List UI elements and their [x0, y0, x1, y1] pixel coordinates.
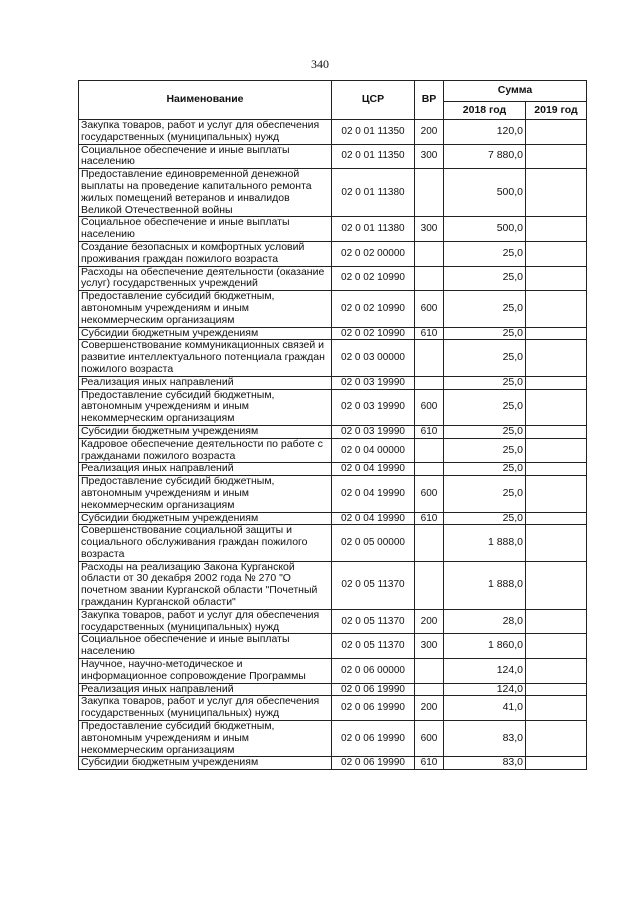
row-name: Расходы на обеспечение деятельности (оказание услуг) государственных учреждений [79, 266, 332, 291]
row-csr-code: 02 0 01 11380 [332, 169, 415, 217]
row-name: Социальное обеспечение и иные выплаты населению [79, 634, 332, 659]
row-vr-code [415, 340, 444, 376]
row-sum-2018: 25,0 [444, 241, 526, 266]
row-vr-code: 300 [415, 217, 444, 242]
row-name: Закупка товаров, работ и услуг для обеспечения государственных (муниципальных) нужд [79, 120, 332, 145]
row-vr-code: 200 [415, 696, 444, 721]
budget-table [78, 80, 587, 770]
row-name: Реализация иных направлений [79, 463, 332, 476]
table-row [79, 525, 587, 561]
row-sum-2018: 120,0 [444, 120, 526, 145]
row-sum-2019 [526, 241, 587, 266]
row-name: Предоставление субсидий бюджетным, автономным учреждениям и иным некоммерческим организациям [79, 476, 332, 512]
table-row [79, 561, 587, 609]
row-vr-code: 200 [415, 120, 444, 145]
row-sum-2019 [526, 476, 587, 512]
header-year-2019: 2019 год [526, 102, 587, 120]
row-csr-code: 02 0 06 19990 [332, 696, 415, 721]
table-row [79, 634, 587, 659]
row-vr-code: 610 [415, 327, 444, 340]
row-sum-2019 [526, 120, 587, 145]
row-vr-code: 600 [415, 476, 444, 512]
row-sum-2018: 1 888,0 [444, 525, 526, 561]
row-vr-code [415, 463, 444, 476]
row-vr-code [415, 683, 444, 696]
row-sum-2018: 25,0 [444, 389, 526, 425]
row-name: Субсидии бюджетным учреждениям [79, 757, 332, 770]
row-vr-code: 600 [415, 291, 444, 327]
row-sum-2018: 500,0 [444, 169, 526, 217]
row-vr-code: 300 [415, 634, 444, 659]
row-vr-code: 610 [415, 425, 444, 438]
row-csr-code: 02 0 03 19990 [332, 389, 415, 425]
row-vr-code: 300 [415, 144, 444, 169]
row-sum-2019 [526, 144, 587, 169]
row-sum-2019 [526, 217, 587, 242]
row-csr-code: 02 0 02 10990 [332, 266, 415, 291]
row-csr-code: 02 0 03 19990 [332, 376, 415, 389]
row-name: Предоставление единовременной денежной выплаты на проведение капитального ремонта жилых помещений ветеранов и инвалидов Великой Отечественной войны [79, 169, 332, 217]
table-row [79, 476, 587, 512]
row-name: Предоставление субсидий бюджетным, автономным учреждениям и иным некоммерческим организациям [79, 721, 332, 757]
table-row [79, 169, 587, 217]
row-csr-code: 02 0 02 00000 [332, 241, 415, 266]
table-row [79, 696, 587, 721]
row-sum-2018: 7 880,0 [444, 144, 526, 169]
row-sum-2019 [526, 340, 587, 376]
row-name: Закупка товаров, работ и услуг для обеспечения государственных (муниципальных) нужд [79, 696, 332, 721]
row-csr-code: 02 0 06 19990 [332, 721, 415, 757]
row-vr-code [415, 659, 444, 684]
row-sum-2019 [526, 425, 587, 438]
row-vr-code [415, 525, 444, 561]
row-sum-2019 [526, 463, 587, 476]
row-csr-code: 02 0 02 10990 [332, 291, 415, 327]
row-csr-code: 02 0 01 11380 [332, 217, 415, 242]
row-sum-2019 [526, 609, 587, 634]
row-sum-2019 [526, 757, 587, 770]
row-vr-code: 610 [415, 757, 444, 770]
page-number: 340 [311, 57, 329, 71]
row-name: Научное, научно-методическое и информационное сопровождение Программы [79, 659, 332, 684]
row-csr-code: 02 0 01 11350 [332, 144, 415, 169]
row-sum-2019 [526, 512, 587, 525]
row-sum-2018: 28,0 [444, 609, 526, 634]
row-sum-2019 [526, 389, 587, 425]
table-row [79, 376, 587, 389]
row-csr-code: 02 0 02 10990 [332, 327, 415, 340]
header-sum: Сумма [444, 81, 587, 102]
table-body [79, 120, 587, 770]
row-vr-code: 600 [415, 721, 444, 757]
row-name: Совершенствование коммуникационных связей и развитие интеллектуального потенциала граждан пожилого возраста [79, 340, 332, 376]
row-csr-code: 02 0 04 19990 [332, 512, 415, 525]
table-row [79, 217, 587, 242]
row-vr-code [415, 169, 444, 217]
row-name: Реализация иных направлений [79, 683, 332, 696]
row-sum-2018: 25,0 [444, 327, 526, 340]
table-header [79, 81, 587, 120]
row-sum-2019 [526, 376, 587, 389]
row-sum-2019 [526, 561, 587, 609]
row-sum-2018: 1 888,0 [444, 561, 526, 609]
table-row [79, 266, 587, 291]
row-vr-code [415, 266, 444, 291]
row-name: Расходы на реализацию Закона Курганской области от 30 декабря 2002 года № 270 "О почетном звании Курганской области "Почетный гражданин Курганской области" [79, 561, 332, 609]
header-vr: ВР [415, 81, 444, 120]
row-sum-2018: 25,0 [444, 438, 526, 463]
row-sum-2019 [526, 291, 587, 327]
table-row [79, 327, 587, 340]
row-sum-2018: 41,0 [444, 696, 526, 721]
row-sum-2018: 25,0 [444, 376, 526, 389]
row-name: Субсидии бюджетным учреждениям [79, 327, 332, 340]
row-vr-code: 200 [415, 609, 444, 634]
row-sum-2018: 124,0 [444, 683, 526, 696]
row-sum-2018: 25,0 [444, 476, 526, 512]
row-sum-2018: 25,0 [444, 463, 526, 476]
row-name: Закупка товаров, работ и услуг для обеспечения государственных (муниципальных) нужд [79, 609, 332, 634]
row-name: Социальное обеспечение и иные выплаты населению [79, 217, 332, 242]
header-name: Наименование [79, 81, 332, 120]
row-sum-2019 [526, 169, 587, 217]
row-sum-2018: 25,0 [444, 291, 526, 327]
table-row [79, 241, 587, 266]
table-row [79, 659, 587, 684]
row-sum-2018: 25,0 [444, 512, 526, 525]
row-vr-code [415, 438, 444, 463]
row-sum-2019 [526, 696, 587, 721]
row-sum-2019 [526, 721, 587, 757]
row-name: Субсидии бюджетным учреждениям [79, 512, 332, 525]
row-name: Социальное обеспечение и иные выплаты населению [79, 144, 332, 169]
row-name: Реализация иных направлений [79, 376, 332, 389]
row-sum-2019 [526, 634, 587, 659]
row-sum-2019 [526, 683, 587, 696]
table-row [79, 512, 587, 525]
row-name: Субсидии бюджетным учреждениям [79, 425, 332, 438]
row-csr-code: 02 0 06 00000 [332, 659, 415, 684]
row-vr-code: 600 [415, 389, 444, 425]
table-row [79, 425, 587, 438]
row-sum-2019 [526, 327, 587, 340]
row-csr-code: 02 0 05 11370 [332, 634, 415, 659]
table-row [79, 609, 587, 634]
row-csr-code: 02 0 05 00000 [332, 525, 415, 561]
table-row [79, 438, 587, 463]
header-year-2018: 2018 год [444, 102, 526, 120]
row-sum-2019 [526, 438, 587, 463]
row-sum-2018: 124,0 [444, 659, 526, 684]
row-sum-2018: 1 860,0 [444, 634, 526, 659]
table-row [79, 120, 587, 145]
row-sum-2018: 83,0 [444, 721, 526, 757]
table-row [79, 463, 587, 476]
row-sum-2018: 25,0 [444, 340, 526, 376]
row-csr-code: 02 0 01 11350 [332, 120, 415, 145]
row-sum-2018: 83,0 [444, 757, 526, 770]
row-csr-code: 02 0 05 11370 [332, 609, 415, 634]
table-row [79, 721, 587, 757]
row-csr-code: 02 0 04 19990 [332, 463, 415, 476]
row-vr-code [415, 376, 444, 389]
row-csr-code: 02 0 06 19990 [332, 757, 415, 770]
row-name: Создание безопасных и комфортных условий проживания граждан пожилого возраста [79, 241, 332, 266]
row-csr-code: 02 0 03 19990 [332, 425, 415, 438]
table-row [79, 291, 587, 327]
row-sum-2018: 25,0 [444, 425, 526, 438]
row-sum-2018: 25,0 [444, 266, 526, 291]
row-sum-2018: 500,0 [444, 217, 526, 242]
row-sum-2019 [526, 659, 587, 684]
row-csr-code: 02 0 04 00000 [332, 438, 415, 463]
row-csr-code: 02 0 04 19990 [332, 476, 415, 512]
table-row [79, 757, 587, 770]
row-csr-code: 02 0 05 11370 [332, 561, 415, 609]
table-row [79, 389, 587, 425]
row-sum-2019 [526, 525, 587, 561]
row-name: Предоставление субсидий бюджетным, автономным учреждениям и иным некоммерческим организациям [79, 389, 332, 425]
header-csr: ЦСР [332, 81, 415, 120]
row-vr-code [415, 241, 444, 266]
row-csr-code: 02 0 03 00000 [332, 340, 415, 376]
row-name: Кадровое обеспечение деятельности по работе с гражданами пожилого возраста [79, 438, 332, 463]
row-sum-2019 [526, 266, 587, 291]
table-row [79, 683, 587, 696]
row-vr-code [415, 561, 444, 609]
table-row [79, 144, 587, 169]
row-vr-code: 610 [415, 512, 444, 525]
row-name: Совершенствование социальной защиты и социального обслуживания граждан пожилого возраста [79, 525, 332, 561]
table-row [79, 340, 587, 376]
row-name: Предоставление субсидий бюджетным, автономным учреждениям и иным некоммерческим организациям [79, 291, 332, 327]
row-csr-code: 02 0 06 19990 [332, 683, 415, 696]
